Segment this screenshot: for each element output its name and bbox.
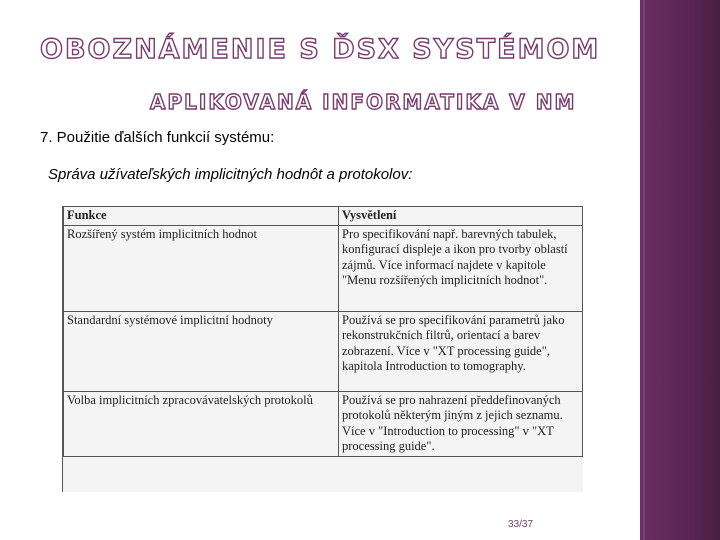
page-number: 33/37 [508,519,534,530]
table-cell-explanation: Pro specifikování např. barevných tabulek, konfigurací displeje a ikon pro tvorby oblastí zájmů. Více informací najdete v kapitole "Menu rozšířených implicitních hodnot". [339,226,583,312]
sidebar-divider [643,0,645,540]
table-cell-function: Volba implicitních zpracovávatelských protokolů [64,392,339,457]
table-row [64,392,583,457]
table-header-row [64,207,583,226]
table-cell-explanation: Používá se pro nahrazení předdefinovaných protokolů některým jiným z jejich seznamu. Více v "Introduction to processing" v "XT processing guide". [339,392,583,457]
function-table [63,206,583,457]
table-cell-function: Rozšířený systém implicitních hodnot [64,226,339,312]
section-subheading: Správa užívateľských implicitných hodnôt a protokolov: [48,166,413,183]
section-heading: 7. Použitie ďalších funkcií systému: [40,129,275,146]
table-row [64,312,583,392]
table-row [64,226,583,312]
decorative-sidebar [640,0,720,540]
table-header: Funkce [64,207,339,226]
table-header: Vysvětlení [339,207,583,226]
slide-title: OBOZNÁMENIE S ĎSX SYSTÉMOM [40,34,601,65]
slide-subtitle: APLIKOVANÁ INFORMATIKA V NM [150,90,577,114]
scanned-table-image [62,206,583,492]
table-cell-explanation: Používá se pro specifikování parametrů jako rekonstrukčních filtrů, orientací a barev zobrazení. Více v "XT processing guide", kapitola Introduction to tomography. [339,312,583,392]
table-cell-function: Standardní systémové implicitní hodnoty [64,312,339,392]
